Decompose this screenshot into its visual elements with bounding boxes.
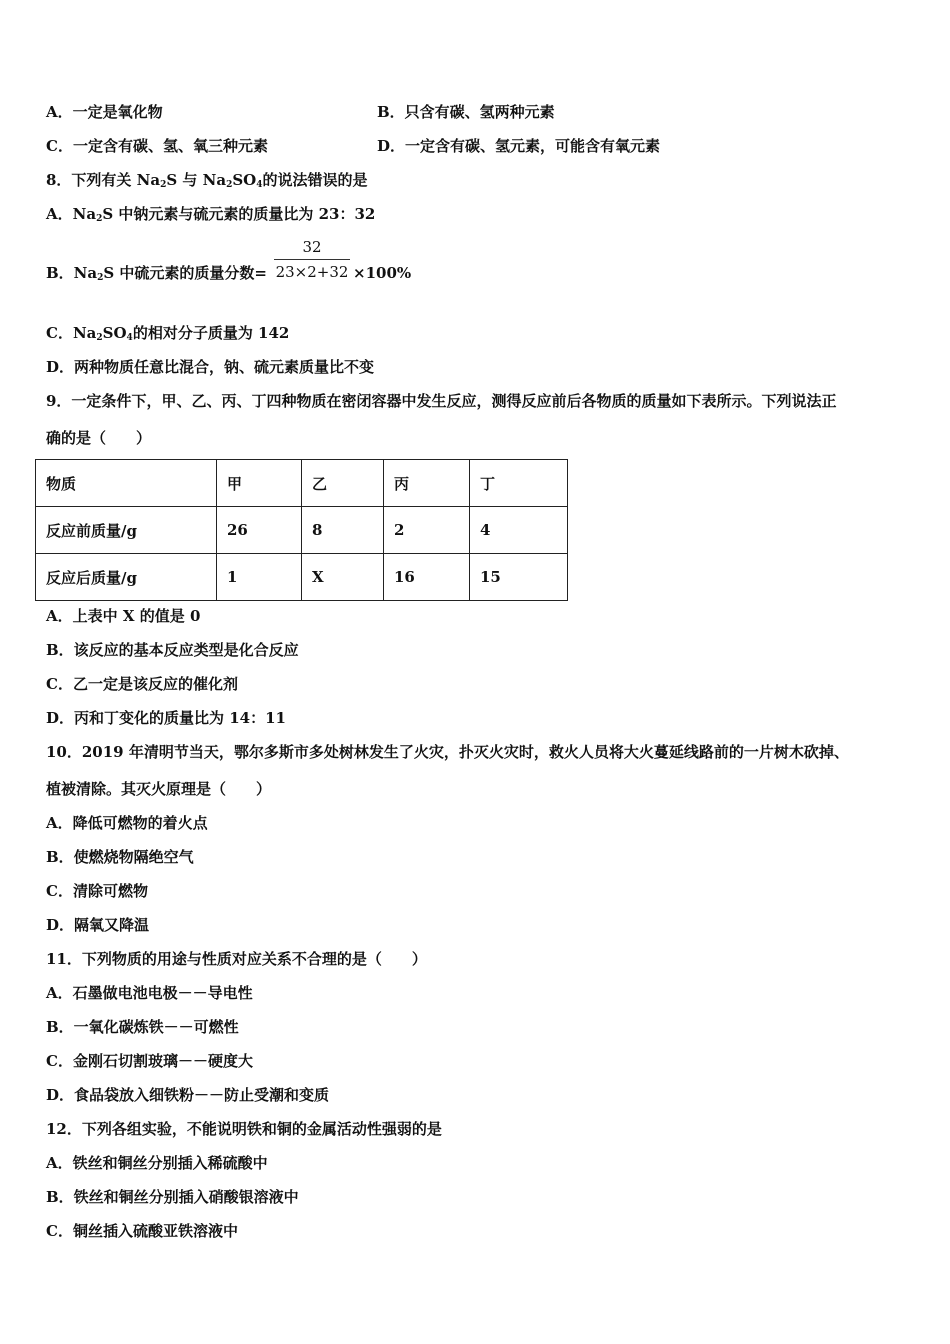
table-cell: 2 [384,507,470,554]
table-header-cell: 乙 [302,460,384,507]
q10-option-a: A．降低可燃物的着火点 [46,814,208,832]
table-cell: 16 [384,554,470,601]
table-cell: 反应后质量/g [36,554,217,601]
q10-option-d: D．隔氧又降温 [46,916,150,934]
q12-option-b: B．铁丝和铜丝分别插入硝酸银溶液中 [46,1188,299,1206]
q11-stem: 11．下列物质的用途与性质对应关系不合理的是（ ） [46,950,427,968]
table-cell: 8 [302,507,384,554]
q11-option-a: A．石墨做电池电极－－导电性 [46,984,253,1002]
q12-option-c: C．铜丝插入硫酸亚铁溶液中 [46,1222,238,1240]
q7-option-c: C．一定含有碳、氢、氧三种元素 [46,137,268,155]
fraction-numerator: 32 [274,238,350,260]
table-header-row [36,460,568,507]
q8-fraction [274,238,350,281]
table-header-cell: 丙 [384,460,470,507]
table-cell: X [302,554,384,601]
q8-option-d: D．两种物质任意比混合，钠、硫元素质量比不变 [46,358,375,376]
q7-option-d: D．一定含有碳、氢元素，可能含有氧元素 [377,137,661,155]
q11-option-b: B．一氧化碳炼铁－－可燃性 [46,1018,239,1036]
q12-stem: 12．下列各组实验，不能说明铁和铜的金属活动性强弱的是 [46,1120,442,1138]
q9-mass-table [35,459,568,601]
q8-option-a: A．$Na_2S$ 中钠元素与硫元素的质量比为 23：32 [46,205,376,224]
table-cell: 反应前质量/g [36,507,217,554]
q8-stem: 8．下列有关 $Na_2S$ 与 $Na_2SO_4$的说法错误的是 [46,171,368,190]
q10-option-b: B．使燃烧物隔绝空气 [46,848,194,866]
q8-option-b-suffix: ×100% [353,264,412,282]
q11-option-d: D．食品袋放入细铁粉－－防止受潮和变质 [46,1086,330,1104]
table-header-cell: 物质 [36,460,217,507]
fraction-denominator: 23×2+32 [275,263,349,281]
q8-option-b: B．$Na_2S$ 中硫元素的质量分数= [46,264,267,283]
table-header-cell: 丁 [470,460,568,507]
q9-option-b: B．该反应的基本反应类型是化合反应 [46,641,299,659]
q9-stem-line2: 确的是（ ） [46,429,152,447]
q10-option-c: C．清除可燃物 [46,882,148,900]
q9-stem-line1: 9．一定条件下，甲、乙、丙、丁四种物质在密闭容器中发生反应，测得反应前后各物质的质量如下表所示。下列说法正 [46,392,837,410]
q10-stem-line1: 10．2019 年清明节当天，鄂尔多斯市多处树林发生了火灾，扑灭火灾时，救火人员将大火蔓延线路前的一片树木砍掉、 [46,743,849,761]
table-cell: 1 [217,554,302,601]
q11-option-c: C．金刚石切割玻璃－－硬度大 [46,1052,253,1070]
q7-option-b: B．只含有碳、氢两种元素 [377,103,555,121]
q9-option-d: D．丙和丁变化的质量比为 14：11 [46,709,286,727]
q10-stem-line2: 植被清除。其灭火原理是（ ） [46,780,272,798]
table-cell: 4 [470,507,568,554]
q9-option-a: A．上表中 X 的值是 0 [46,607,201,625]
table-header-cell: 甲 [217,460,302,507]
q12-option-a: A．铁丝和铜丝分别插入稀硫酸中 [46,1154,268,1172]
table-row [36,507,568,554]
q8-option-c: C．$Na_2SO_4$的相对分子质量为 142 [46,324,290,343]
table-cell: 26 [217,507,302,554]
q9-option-c: C．乙一定是该反应的催化剂 [46,675,238,693]
table-row [36,554,568,601]
table-cell: 15 [470,554,568,601]
q7-option-a: A．一定是氧化物 [46,103,163,121]
